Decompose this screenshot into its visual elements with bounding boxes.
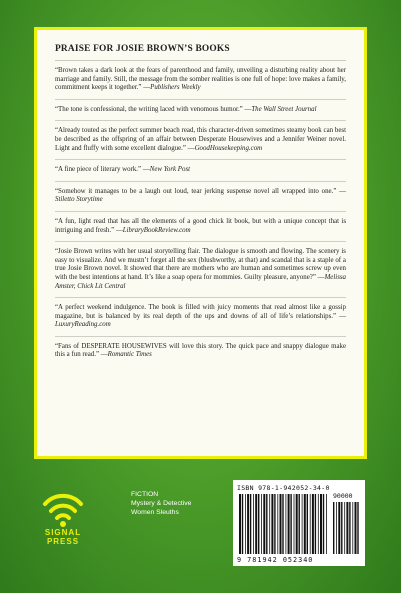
quote-divider bbox=[55, 297, 346, 298]
quote-6: “A fun, light read that has all the elements of a good chick lit book, but with a unique concept that is intriguing and fresh.” —LibraryBookReview.com bbox=[55, 217, 346, 234]
publisher-logo bbox=[28, 488, 98, 546]
addon-number: 90000 bbox=[333, 492, 353, 500]
wifi-signal-icon bbox=[41, 488, 85, 528]
ean-number: 9 781942 052340 bbox=[237, 556, 314, 564]
praise-panel bbox=[34, 27, 367, 459]
quote-divider bbox=[55, 211, 346, 212]
title-rule bbox=[55, 60, 346, 61]
quote-divider bbox=[55, 99, 346, 100]
quote-divider bbox=[55, 120, 346, 121]
quote-5: “Somehow it manages to be a laugh out loud, tear jerking suspense novel all wrapped into one.” —Stiletto Storytime bbox=[55, 187, 346, 204]
publisher-name-line2: PRESS bbox=[46, 537, 80, 546]
quote-7: “Josie Brown writes with her usual storytelling flair. The dialogue is smooth and flowing. The scenery is easy to visualize. And we mustn’t forget all the sex (blushworthy, at that) and scandal that is a staple of a true Josie Brown novel. It showed that there are mothers who are human and sometimes screw up even with the best intentions at hand. It’s like a soap opera for mommies. Guilty pleasure, anyone?” —Melissa Amster, Chick Lit Central bbox=[55, 248, 346, 290]
quote-1: “Brown takes a dark look at the fears of parenthood and family, unveiling a disturbing reality about her marriage and family. Still, the message from the somber realities is one full of hope: love makes a family, commitment keeps it together.” —Publishers Weekly bbox=[55, 67, 346, 92]
ean-barcode-bars bbox=[239, 494, 329, 554]
quote-divider bbox=[55, 159, 346, 160]
genre-line3: Women Sleuths bbox=[131, 509, 179, 516]
quote-8: “A perfect weekend indulgence. The book is filled with juicy moments that read almost like a gossip magazine, but is balanced by its real depth of the ups and downs of all of life’s relationships.” —LuxuryReading.com bbox=[55, 304, 346, 329]
quote-divider bbox=[55, 181, 346, 182]
quote-2: “The tone is confessional, the writing laced with venomous humor.” —The Wall Street Journal bbox=[55, 105, 317, 113]
praise-title: PRAISE FOR JOSIE BROWN’S BOOKS bbox=[55, 44, 230, 54]
quote-9: “Fans of DESPERATE HOUSEWIVES will love this story. The quick pace and snappy dialogue make this a fun read.” —Romantic Times bbox=[55, 342, 346, 359]
genre-line2: Mystery & Detective bbox=[131, 500, 192, 507]
quote-divider bbox=[55, 336, 346, 337]
barcode bbox=[233, 480, 365, 566]
isbn-text: ISBN 978-1-942052-34-0 bbox=[237, 484, 330, 492]
quote-4: “A fine piece of literary work.” —New York Post bbox=[55, 166, 191, 174]
quote-divider bbox=[55, 241, 346, 242]
quote-3: “Already touted as the perfect summer beach read, this character-driven sometimes steamy book can best be described as the offspring of an affair between Desperate Housewives and a Jennifer Weiner novel. Light and fluffy with some excellent dialogue.” —GoodHousekeeping.com bbox=[55, 127, 346, 152]
genre-block bbox=[131, 490, 191, 517]
addon-barcode-bars bbox=[333, 502, 361, 554]
publisher-name-line1: SIGNAL bbox=[44, 528, 82, 537]
genre-line1: FICTION bbox=[131, 491, 159, 498]
